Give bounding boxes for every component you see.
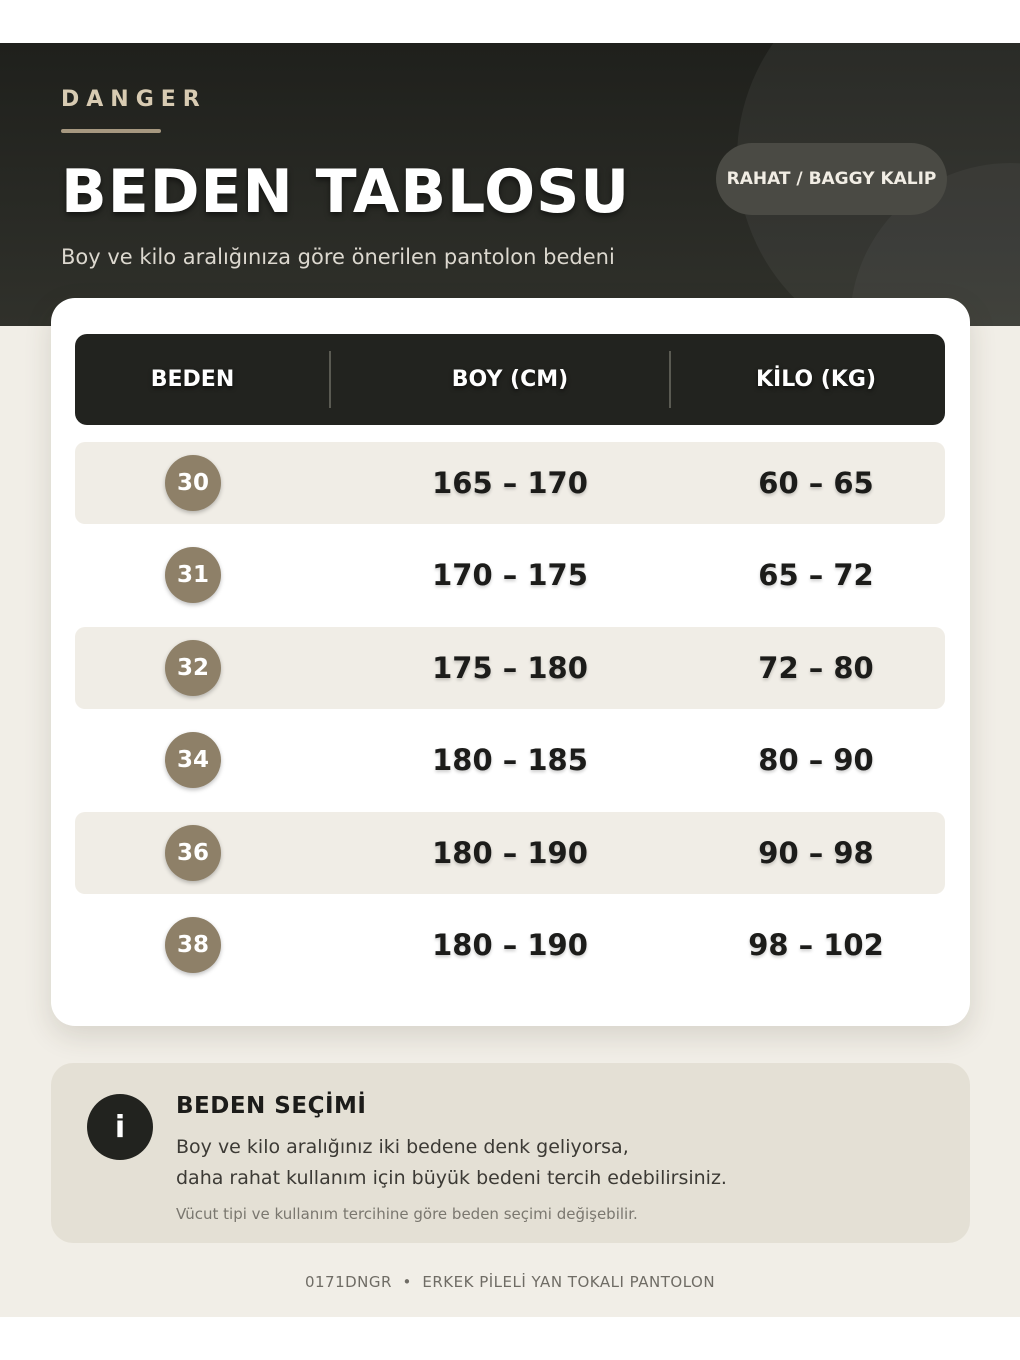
brand-underline [61,129,161,133]
height-range: 180 – 190 [432,836,588,870]
column-header-height: BOY (CM) [451,367,569,392]
size-badge: 36 [165,825,221,881]
product-code: 0171DNGR [304,1273,392,1291]
height-range: 170 – 175 [432,558,588,592]
table-row [75,534,945,616]
column-header-size: BEDEN [150,367,235,392]
table-row [75,904,945,986]
column-divider [669,351,671,408]
footer-separator: • [402,1273,412,1291]
page-subtitle: Boy ve kilo aralığınıza göre önerilen pantolon bedeni [61,245,615,269]
brand-name: DANGER [61,87,207,112]
size-selection-info [51,1063,970,1243]
height-range: 180 – 190 [432,928,588,962]
weight-range: 65 – 72 [758,558,874,592]
weight-range: 80 – 90 [758,743,874,777]
product-name: ERKEK PİLELİ YAN TOKALI PANTOLON [422,1273,716,1291]
page-title: BEDEN TABLOSU [61,157,631,227]
table-header [75,334,945,425]
weight-range: 72 – 80 [758,651,874,685]
info-title: BEDEN SEÇİMİ [176,1093,367,1119]
table-row [75,627,945,709]
size-badge: 34 [165,732,221,788]
height-range: 180 – 185 [432,743,588,777]
info-note: Vücut tipi ve kullanım tercihine göre beden seçimi değişebilir. [176,1205,638,1223]
size-badge: 30 [165,455,221,511]
size-badge: 38 [165,917,221,973]
info-text-line: Boy ve kilo aralığınız iki bedene denk geliyorsa, [176,1136,629,1158]
weight-range: 90 – 98 [758,836,874,870]
size-table-card [51,298,970,1026]
table-row [75,442,945,524]
weight-range: 60 – 65 [758,466,874,500]
info-text-line: daha rahat kullanım için büyük bedeni tercih edebilirsiniz. [176,1167,727,1189]
height-range: 165 – 170 [432,466,588,500]
table-row [75,812,945,894]
column-header-weight: KİLO (KG) [755,367,877,392]
footer [0,1273,1020,1291]
table-row [75,719,945,801]
size-chart-page [0,43,1020,1317]
fit-badge: RAHAT / BAGGY KALIP [716,143,947,215]
size-badge: 32 [165,640,221,696]
info-icon: i [87,1094,153,1160]
height-range: 175 – 180 [432,651,588,685]
header [0,43,1020,326]
size-badge: 31 [165,547,221,603]
weight-range: 98 – 102 [748,928,884,962]
